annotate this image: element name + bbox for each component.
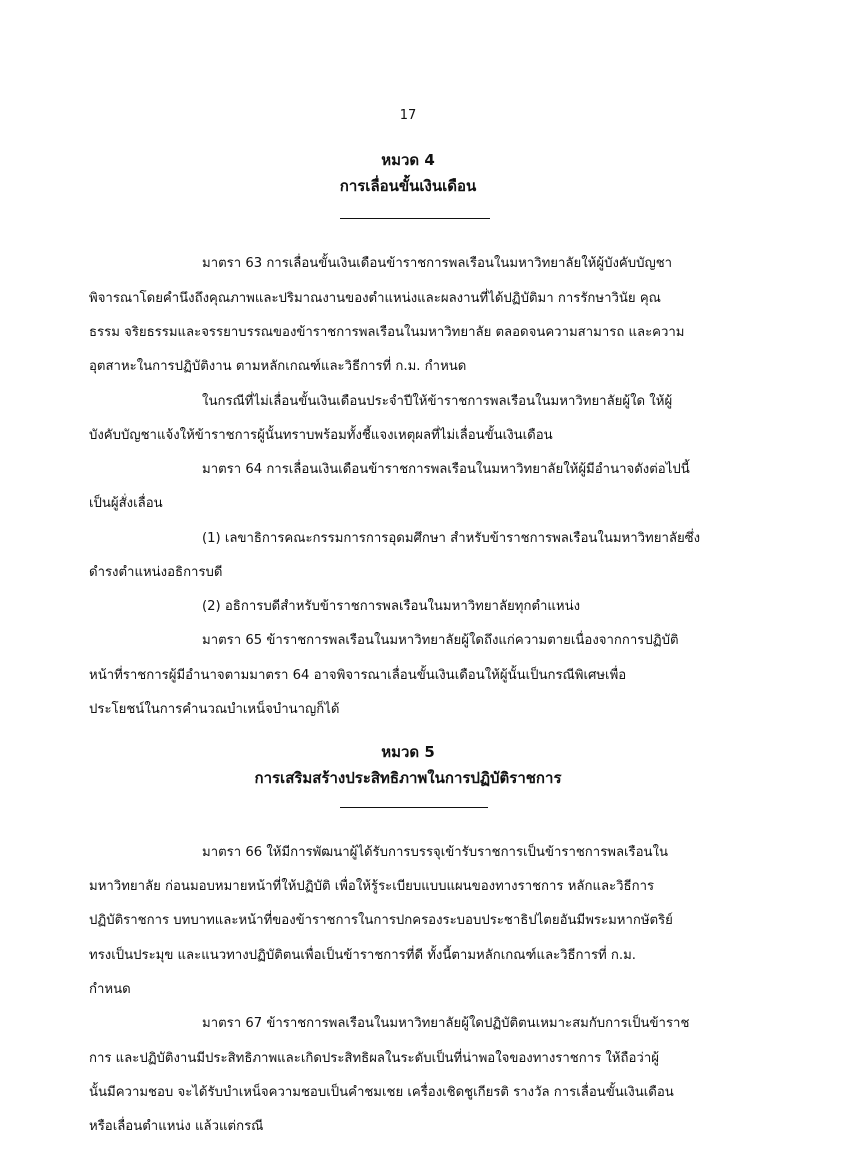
- body-line: มหาวิทยาลัย ก่อนมอบหมายหน้าที่ให้ปฏิบัติ เพื่อให้รู้ระเบียบแบบแผนของทางราชการ หลักและวิธีการ: [89, 879, 655, 894]
- body-line: ประโยชน์ในการคำนวณบำเหน็จบำนาญก็ได้: [89, 702, 340, 717]
- body-line: มาตรา 65 ข้าราชการพลเรือนในมหาวิทยาลัยผู้ใดถึงแก่ความตายเนื่องจากการปฏิบัติ: [202, 633, 679, 648]
- body-line: การ และปฏิบัติงานมีประสิทธิภาพและเกิดประสิทธิผลในระดับเป็นที่น่าพอใจของทางราชการ ให้ถือว่าผู้: [89, 1051, 659, 1066]
- chapter-4-divider: [340, 218, 490, 219]
- body-line: ทรงเป็นประมุข และแนวทางปฏิบัติตนเพื่อเป็นข้าราชการที่ดี ทั้งนี้ตามหลักเกณฑ์และวิธีการที่ ก.ม.: [89, 948, 636, 963]
- body-line: พิจารณาโดยคำนึงถึงคุณภาพและปริมาณงานของตำแหน่งและผลงานที่ได้ปฏิบัติมา การรักษาวินัย คุณ: [89, 291, 661, 306]
- chapter-4-subtitle: การเลื่อนขั้นเงินเดือน: [339, 177, 477, 195]
- body-line: มาตรา 63 การเลื่อนขั้นเงินเดือนข้าราชการพลเรือนในมหาวิทยาลัยให้ผู้บังคับบัญชา: [202, 256, 673, 271]
- body-line: ดำรงตำแหน่งอธิการบดี: [89, 565, 223, 580]
- body-line: ในกรณีที่ไม่เลื่อนขั้นเงินเดือนประจำปีให้ข้าราชการพลเรือนในมหาวิทยาลัยผู้ใด ให้ผู้: [202, 394, 673, 409]
- body-line: เป็นผู้สั่งเลื่อน: [89, 496, 163, 511]
- body-line: หน้าที่ราชการผู้มีอำนาจตามมาตรา 64 อาจพิจารณาเลื่อนขั้นเงินเดือนให้ผู้นั้นเป็นกรณีพิเศษเพื่อ: [89, 668, 627, 683]
- chapter-5-subtitle: การเสริมสร้างประสิทธิภาพในการปฏิบัติราชการ: [254, 769, 562, 787]
- body-line: กำหนด: [89, 982, 131, 997]
- body-line: (1) เลขาธิการคณะกรรมการการอุดมศึกษา สำหรับข้าราชการพลเรือนในมหาวิทยาลัยซึ่ง: [202, 531, 701, 546]
- body-line: มาตรา 66 ให้มีการพัฒนาผู้ได้รับการบรรจุเข้ารับราชการเป็นข้าราชการพลเรือนใน: [202, 845, 669, 860]
- body-line: ปฏิบัติราชการ บทบาทและหน้าที่ของข้าราชการในการปกครองระบอบประชาธิปไตยอันมีพระมหากษัตริย์: [89, 913, 673, 928]
- chapter-5-divider: [340, 807, 488, 808]
- chapter-4-title: หมวด 4: [381, 151, 435, 169]
- body-line: บังคับบัญชาแจ้งให้ข้าราชการผู้นั้นทราบพร้อมทั้งชี้แจงเหตุผลที่ไม่เลื่อนขั้นเงินเดือน: [89, 428, 553, 443]
- body-line: มาตรา 67 ข้าราชการพลเรือนในมหาวิทยาลัยผู้ใดปฏิบัติตนเหมาะสมกับการเป็นข้าราช: [202, 1016, 690, 1031]
- body-line: อุตสาหะในการปฏิบัติงาน ตามหลักเกณฑ์และวิธีการที่ ก.ม. กำหนด: [89, 359, 467, 374]
- body-line: หรือเลื่อนตำแหน่ง แล้วแต่กรณี: [89, 1119, 264, 1134]
- chapter-5-title: หมวด 5: [381, 743, 435, 761]
- body-line: มาตรา 64 การเลื่อนเงินเดือนข้าราชการพลเรือนในมหาวิทยาลัยให้ผู้มีอำนาจดังต่อไปนี้: [202, 462, 690, 477]
- body-line: (2) อธิการบดีสำหรับข้าราชการพลเรือนในมหาวิทยาลัยทุกตำแหน่ง: [202, 599, 581, 614]
- body-line: ธรรม จริยธรรมและจรรยาบรรณของข้าราชการพลเรือนในมหาวิทยาลัย ตลอดจนความสามารถ และความ: [89, 325, 685, 340]
- body-line: นั้นมีความชอบ จะได้รับบำเหน็จความชอบเป็นคำชมเชย เครื่องเชิดชูเกียรติ รางวัล การเลื่อนขั้นเงินเดือน: [89, 1085, 674, 1100]
- page-number: 17: [399, 108, 417, 123]
